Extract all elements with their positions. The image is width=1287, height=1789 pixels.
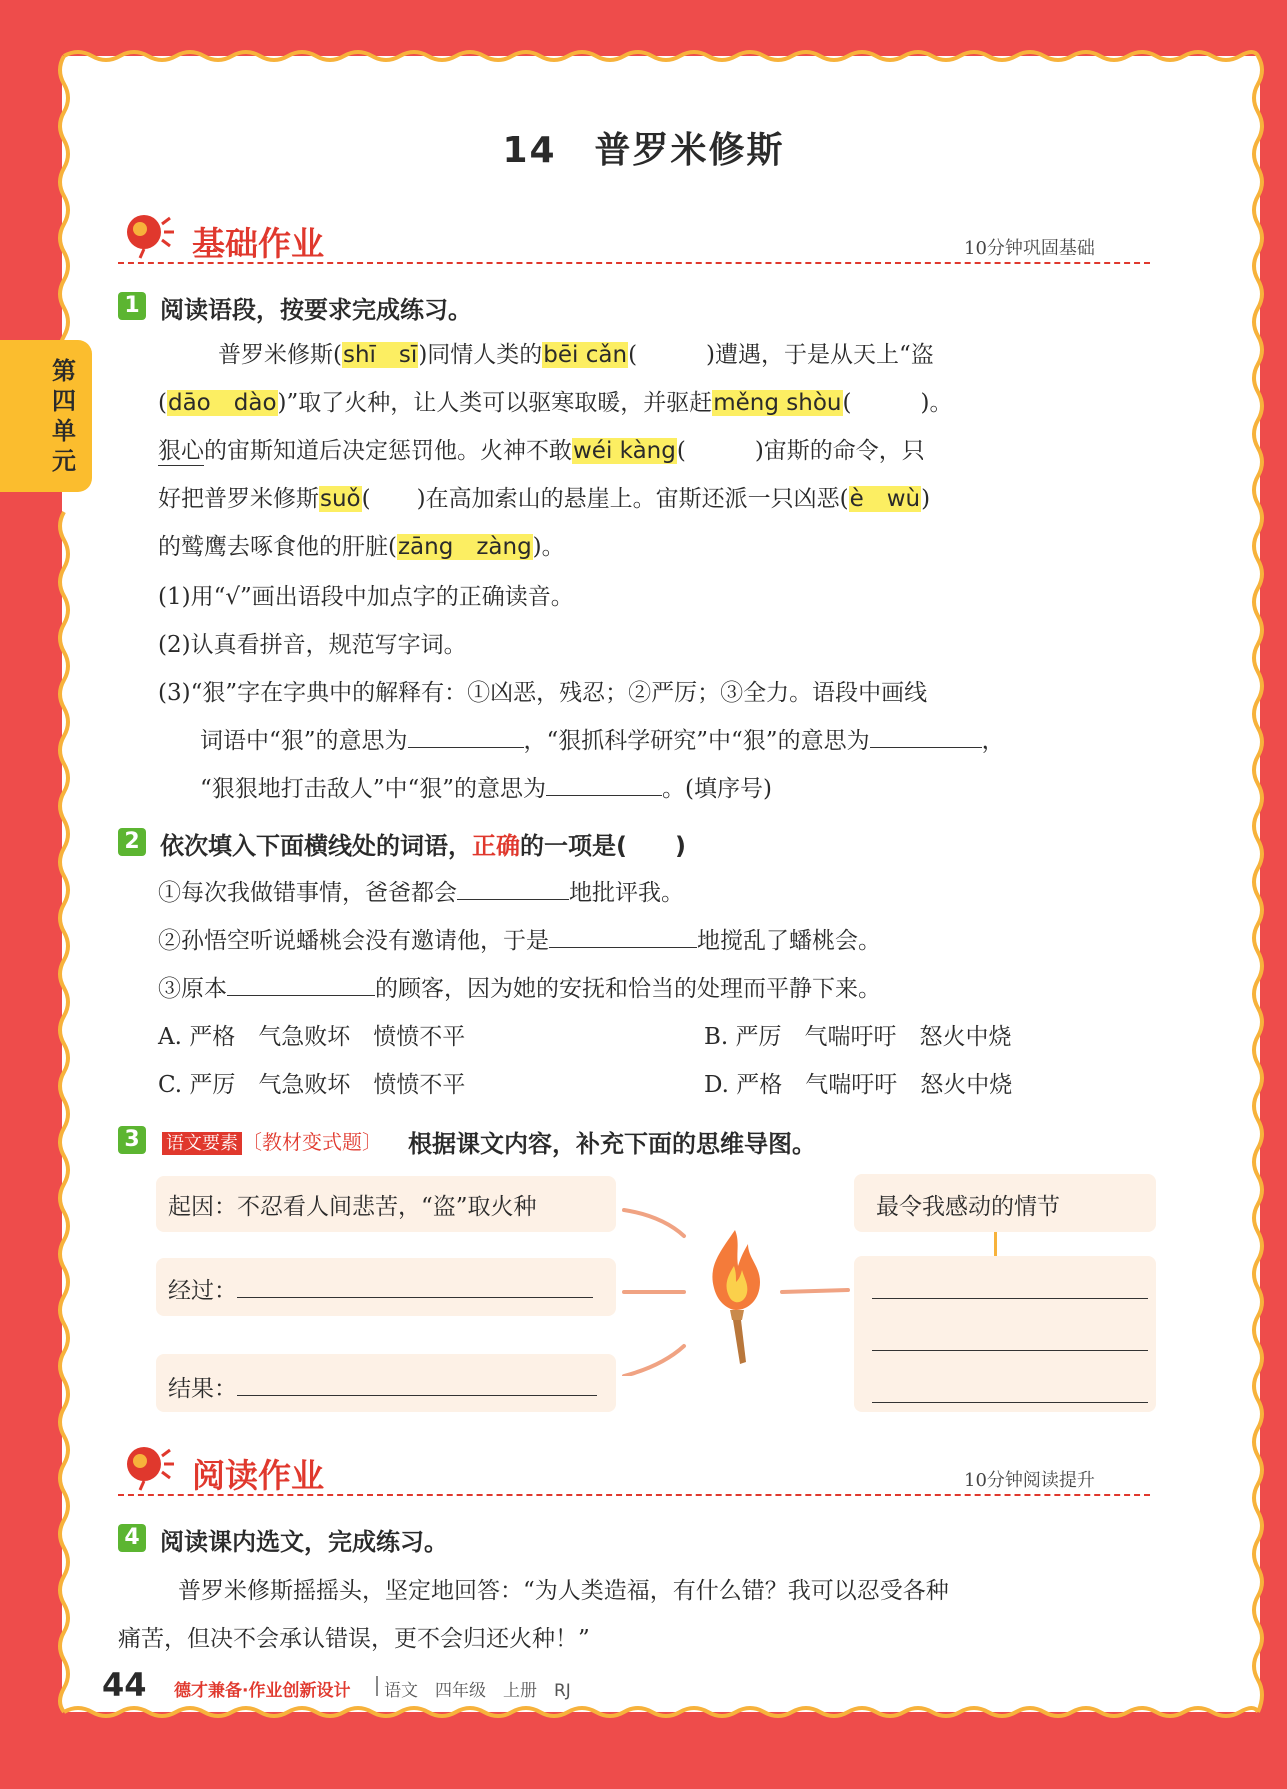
section-note-reading: 10分钟阅读提升 [964,1470,1095,1491]
tag-language-element: 语文要素 [162,1132,242,1155]
passage-paragraph-1: 普罗米修斯摇摇头，坚定地回答：“为人类造福，有什么错？我可以忍受各种 [178,1578,949,1604]
mindmap-cause: 起因：不忍看人间悲苦，“盗”取火种 [168,1194,537,1220]
page-number: 44 [102,1666,147,1704]
torch-icon [700,1226,770,1366]
pinyin-prompt: měng shòu [713,390,842,416]
answer-line[interactable] [872,1402,1148,1403]
sub-question-1: (1)用“√”画出语段中加点字的正确读音。 [158,584,574,610]
connector-line [994,1232,997,1256]
balloon-icon [118,210,176,260]
balloon-icon [118,1442,176,1492]
passage-line-2: (dāo dào)”取了火种，让人类可以驱寒取暖，并驱赶měng shòu( )。 [158,390,953,416]
mindmap-moving-label: 最令我感动的情节 [876,1194,1060,1220]
pinyin-prompt: bēi cǎn [543,342,628,368]
sub-question-3-line-2: 词语中“狠”的意思为 ，“狠抓科学研究”中“狠”的意思为 ， [200,722,1005,755]
pinyin-option: è wù [849,486,921,512]
section-divider [118,262,1150,264]
section-title-basic: 基础作业 [192,224,324,263]
section-divider [118,1494,1150,1496]
question-prompt: 阅读语段，按要求完成练习。 [160,296,472,324]
sub-question-3: (3)“狠”字在字典中的解释有：①凶恶，残忍；②严厉；③全力。语段中画线 [158,680,928,706]
lesson-title: 14 普罗米修斯 [502,130,785,171]
pinyin-prompt: wéi kàng [573,438,676,464]
answer-blank[interactable] [870,725,982,748]
book-info: 语文 四年级 上册 RJ [384,1681,571,1701]
question-prompt: 根据课文内容，补充下面的思维导图。 [408,1130,816,1158]
unit-side-tab [0,340,92,492]
sub-question-2: (2)认真看拼音，规范写字词。 [158,632,467,658]
question-prompt: 依次填入下面横线处的词语，正确的一项是( ) [160,832,686,860]
passage-paragraph-2: 痛苦，但决不会承认错误，更不会归还火种！” [118,1626,590,1652]
series-name: 德才兼备·作业创新设计 [174,1681,351,1701]
passage-line-1: 普罗米修斯(shī sī)同情人类的bēi cǎn( )遭遇，于是从天上“盗 [218,342,934,368]
option-a[interactable]: A. 严格 气急败坏 愤愤不平 [158,1024,466,1050]
pinyin-option: dāo dào [167,390,277,416]
question-prompt: 阅读课内选文，完成练习。 [160,1528,448,1556]
sub-question-3-line-3: “狠狠地打击敌人”中“狠”的意思为 。(填序号) [200,770,772,803]
sentence-1: ①每次我做错事情，爸爸都会 地批评我。 [158,874,684,907]
question-number: 3 [118,1126,146,1154]
passage-line-5: 的鹫鹰去啄食他的肝脏(zāng zàng)。 [158,534,565,560]
answer-blank[interactable] [549,925,697,948]
question-tags [162,1126,382,1155]
pinyin-option: shī sī [342,342,418,368]
question-number: 4 [118,1524,146,1552]
section-note-basic: 10分钟巩固基础 [964,238,1095,259]
sentence-2: ②孙悟空听说蟠桃会没有邀请他，于是 地搅乱了蟠桃会。 [158,922,881,955]
answer-blank[interactable] [237,1373,597,1396]
unit-label: 第四单元 [52,357,76,475]
pinyin-prompt: suǒ [320,486,361,512]
mindmap-answer-box [854,1256,1156,1412]
answer-line[interactable] [872,1298,1148,1299]
answer-blank[interactable] [457,877,569,900]
mindmap-result: 结果： [168,1370,597,1403]
passage-line-3: 狠心的宙斯知道后决定惩罚他。火神不敢wéi kàng( )宙斯的命令，只 [158,432,925,466]
answer-line[interactable] [872,1350,1148,1351]
question-number: 2 [118,828,146,856]
tag-textbook-variant: 〔教材变式题〕 [242,1130,382,1154]
answer-blank[interactable] [237,1275,593,1298]
mindmap-process: 经过： [168,1272,593,1305]
answer-blank[interactable] [546,773,662,796]
underlined-word: 狠心 [158,432,204,466]
footer-separator [376,1676,378,1696]
pinyin-option: zāng zàng [397,534,532,560]
answer-blank[interactable] [227,973,375,996]
option-d[interactable]: D. 严格 气喘吁吁 怒火中烧 [704,1072,1013,1098]
question-number: 1 [118,292,146,320]
passage-line-4: 好把普罗米修斯suǒ( )在高加索山的悬崖上。宙斯还派一只凶恶(è wù) [158,486,931,512]
sentence-3: ③原本 的顾客，因为她的安抚和恰当的处理而平静下来。 [158,970,881,1003]
option-c[interactable]: C. 严厉 气急败坏 愤愤不平 [158,1072,466,1098]
section-title-reading: 阅读作业 [192,1456,324,1495]
answer-blank[interactable] [408,725,524,748]
option-b[interactable]: B. 严厉 气喘吁吁 怒火中烧 [704,1024,1012,1050]
